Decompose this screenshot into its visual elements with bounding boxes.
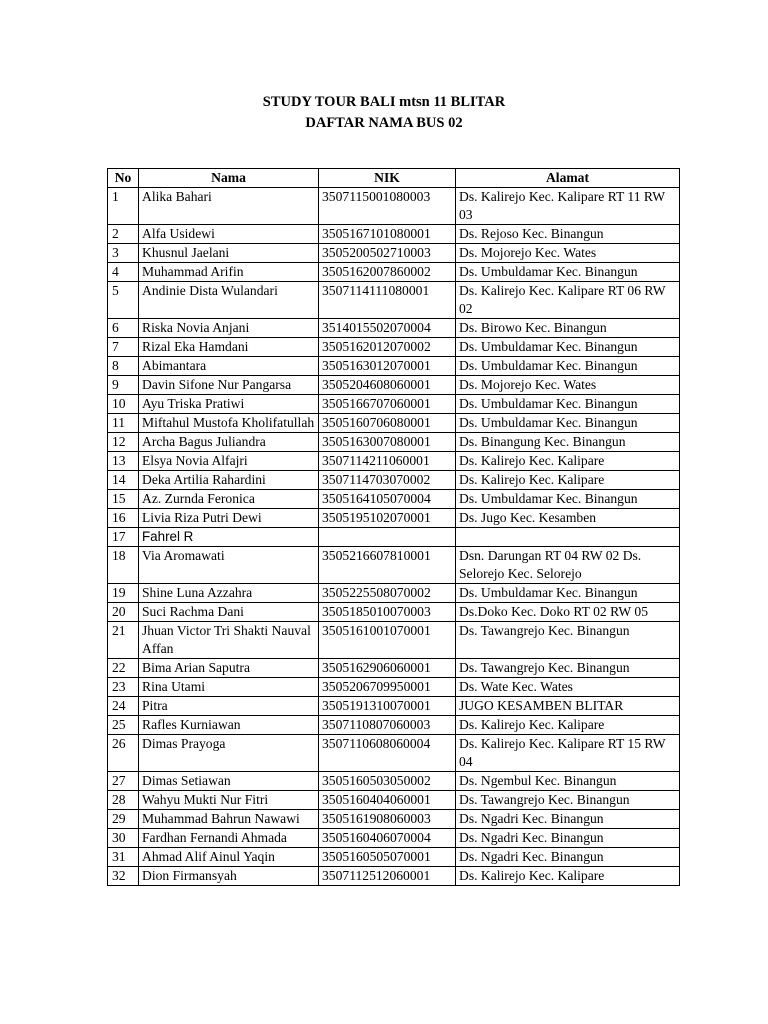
cell-alamat: Ds. Umbuldamar Kec. Binangun xyxy=(456,414,680,433)
cell-no: 7 xyxy=(108,338,139,357)
table-row xyxy=(108,584,680,603)
cell-nama: Ayu Triska Pratiwi xyxy=(139,395,319,414)
cell-no: 3 xyxy=(108,244,139,263)
table-row xyxy=(108,414,680,433)
table-row xyxy=(108,622,680,659)
cell-nik: 3505164105070004 xyxy=(319,490,456,509)
cell-alamat: Ds. Rejoso Kec. Binangun xyxy=(456,225,680,244)
cell-alamat xyxy=(456,528,680,547)
cell-no: 6 xyxy=(108,319,139,338)
cell-alamat: Ds. Wate Kec. Wates xyxy=(456,678,680,697)
cell-nama: Dimas Setiawan xyxy=(139,772,319,791)
table-row xyxy=(108,319,680,338)
cell-no: 30 xyxy=(108,829,139,848)
cell-nama: Bima Arian Saputra xyxy=(139,659,319,678)
cell-nik: 3507114211060001 xyxy=(319,452,456,471)
cell-nik: 3507112512060001 xyxy=(319,867,456,886)
cell-nama: Jhuan Victor Tri Shakti Nauval Affan xyxy=(139,622,319,659)
cell-nama: Miftahul Mustofa Kholifatullah xyxy=(139,414,319,433)
cell-no: 2 xyxy=(108,225,139,244)
cell-nik: 3505161908060003 xyxy=(319,810,456,829)
cell-nama: Wahyu Mukti Nur Fitri xyxy=(139,791,319,810)
cell-no: 20 xyxy=(108,603,139,622)
cell-nama: Riska Novia Anjani xyxy=(139,319,319,338)
cell-nik: 3507110608060004 xyxy=(319,735,456,772)
cell-nama: Livia Riza Putri Dewi xyxy=(139,509,319,528)
cell-nik: 3505163012070001 xyxy=(319,357,456,376)
cell-nama: Via Aromawati xyxy=(139,547,319,584)
cell-alamat: Ds. Umbuldamar Kec. Binangun xyxy=(456,395,680,414)
cell-no: 19 xyxy=(108,584,139,603)
table-row xyxy=(108,528,680,547)
cell-nik: 3505167101080001 xyxy=(319,225,456,244)
cell-nik: 3505166707060001 xyxy=(319,395,456,414)
cell-no: 14 xyxy=(108,471,139,490)
table-row xyxy=(108,678,680,697)
cell-nama: Fardhan Fernandi Ahmada xyxy=(139,829,319,848)
cell-alamat: Ds. Umbuldamar Kec. Binangun xyxy=(456,357,680,376)
cell-nik: 3514015502070004 xyxy=(319,319,456,338)
cell-nama: Pitra xyxy=(139,697,319,716)
cell-no: 11 xyxy=(108,414,139,433)
table-row xyxy=(108,697,680,716)
cell-alamat: Ds. Umbuldamar Kec. Binangun xyxy=(456,490,680,509)
cell-nama: Dion Firmansyah xyxy=(139,867,319,886)
cell-no: 22 xyxy=(108,659,139,678)
cell-no: 21 xyxy=(108,622,139,659)
cell-alamat: Ds. Umbuldamar Kec. Binangun xyxy=(456,584,680,603)
cell-nik: 3505162007860002 xyxy=(319,263,456,282)
cell-alamat: Ds. Ngadri Kec. Binangun xyxy=(456,848,680,867)
table-row xyxy=(108,867,680,886)
cell-nama: Alika Bahari xyxy=(139,188,319,225)
cell-no: 16 xyxy=(108,509,139,528)
table-row xyxy=(108,810,680,829)
cell-nama: Rizal Eka Hamdani xyxy=(139,338,319,357)
cell-alamat: Ds. Kalirejo Kec. Kalipare RT 11 RW 03 xyxy=(456,188,680,225)
cell-alamat: Dsn. Darungan RT 04 RW 02 Ds. Selorejo Kec. Selorejo xyxy=(456,547,680,584)
table-row xyxy=(108,263,680,282)
table-row xyxy=(108,829,680,848)
cell-no: 28 xyxy=(108,791,139,810)
cell-nik: 3505225508070002 xyxy=(319,584,456,603)
cell-nik: 3507114703070002 xyxy=(319,471,456,490)
cell-nik: 3507114111080001 xyxy=(319,282,456,319)
cell-alamat: Ds. Mojorejo Kec. Wates xyxy=(456,244,680,263)
table-row xyxy=(108,395,680,414)
cell-nik: 3505191310070001 xyxy=(319,697,456,716)
cell-no: 12 xyxy=(108,433,139,452)
table-row xyxy=(108,716,680,735)
cell-nama: Davin Sifone Nur Pangarsa xyxy=(139,376,319,395)
cell-nik xyxy=(319,528,456,547)
cell-nik: 3505160404060001 xyxy=(319,791,456,810)
table-row xyxy=(108,376,680,395)
table-row xyxy=(108,735,680,772)
cell-alamat: Ds. Kalirejo Kec. Kalipare xyxy=(456,471,680,490)
cell-nik: 3505161001070001 xyxy=(319,622,456,659)
cell-alamat: Ds. Ngadri Kec. Binangun xyxy=(456,810,680,829)
cell-nama: Dimas Prayoga xyxy=(139,735,319,772)
table-body xyxy=(108,188,680,886)
cell-no: 18 xyxy=(108,547,139,584)
cell-no: 15 xyxy=(108,490,139,509)
cell-nik: 3505204608060001 xyxy=(319,376,456,395)
column-header-alamat: Alamat xyxy=(456,169,680,188)
document-title: STUDY TOUR BALI mtsn 11 BLITAR xyxy=(262,94,506,110)
cell-nama: Archa Bagus Juliandra xyxy=(139,433,319,452)
cell-alamat: JUGO KESAMBEN BLITAR xyxy=(456,697,680,716)
table-row xyxy=(108,188,680,225)
cell-alamat: Ds. Mojorejo Kec. Wates xyxy=(456,376,680,395)
cell-nik: 3505200502710003 xyxy=(319,244,456,263)
cell-alamat: Ds. Ngadri Kec. Binangun xyxy=(456,829,680,848)
cell-nama: Fahrel R xyxy=(139,528,319,547)
cell-nama: Andinie Dista Wulandari xyxy=(139,282,319,319)
cell-nama: Muhammad Arifin xyxy=(139,263,319,282)
cell-nama: Ahmad Alif Ainul Yaqin xyxy=(139,848,319,867)
table-row xyxy=(108,772,680,791)
table-row xyxy=(108,433,680,452)
cell-nik: 3505195102070001 xyxy=(319,509,456,528)
cell-nama: Khusnul Jaelani xyxy=(139,244,319,263)
cell-alamat: Ds. Kalirejo Kec. Kalipare xyxy=(456,867,680,886)
table-row xyxy=(108,244,680,263)
cell-no: 1 xyxy=(108,188,139,225)
cell-nik: 3507110807060003 xyxy=(319,716,456,735)
table-row xyxy=(108,547,680,584)
cell-no: 5 xyxy=(108,282,139,319)
cell-alamat: Ds.Doko Kec. Doko RT 02 RW 05 xyxy=(456,603,680,622)
cell-no: 13 xyxy=(108,452,139,471)
cell-no: 8 xyxy=(108,357,139,376)
cell-alamat: Ds. Kalirejo Kec. Kalipare RT 15 RW 04 xyxy=(456,735,680,772)
cell-alamat: Ds. Kalirejo Kec. Kalipare RT 06 RW 02 xyxy=(456,282,680,319)
cell-nama: Muhammad Bahrun Nawawi xyxy=(139,810,319,829)
table-row xyxy=(108,603,680,622)
cell-no: 24 xyxy=(108,697,139,716)
table-row xyxy=(108,659,680,678)
cell-no: 17 xyxy=(108,528,139,547)
cell-no: 25 xyxy=(108,716,139,735)
document-subtitle: DAFTAR NAMA BUS 02 xyxy=(305,115,463,131)
table-row xyxy=(108,338,680,357)
cell-alamat: Ds. Umbuldamar Kec. Binangun xyxy=(456,263,680,282)
cell-nik: 3505160406070004 xyxy=(319,829,456,848)
table-row xyxy=(108,490,680,509)
cell-nik: 3505162012070002 xyxy=(319,338,456,357)
cell-nik: 3505216607810001 xyxy=(319,547,456,584)
cell-no: 10 xyxy=(108,395,139,414)
cell-nik: 3505160503050002 xyxy=(319,772,456,791)
cell-alamat: Ds. Ngembul Kec. Binangun xyxy=(456,772,680,791)
column-header-nama: Nama xyxy=(139,169,319,188)
cell-no: 29 xyxy=(108,810,139,829)
cell-nik: 3505163007080001 xyxy=(319,433,456,452)
passenger-table xyxy=(107,168,680,886)
table-row xyxy=(108,791,680,810)
table-row xyxy=(108,282,680,319)
cell-no: 27 xyxy=(108,772,139,791)
cell-alamat: Ds. Kalirejo Kec. Kalipare xyxy=(456,716,680,735)
cell-nik: 3507115001080003 xyxy=(319,188,456,225)
cell-alamat: Ds. Tawangrejo Kec. Binangun xyxy=(456,659,680,678)
table-row xyxy=(108,509,680,528)
cell-nama: Alfa Usidewi xyxy=(139,225,319,244)
cell-no: 26 xyxy=(108,735,139,772)
table-row xyxy=(108,848,680,867)
cell-alamat: Ds. Binangung Kec. Binangun xyxy=(456,433,680,452)
table-row xyxy=(108,357,680,376)
cell-nik: 3505160505070001 xyxy=(319,848,456,867)
cell-nik: 3505185010070003 xyxy=(319,603,456,622)
cell-nama: Abimantara xyxy=(139,357,319,376)
table-row xyxy=(108,471,680,490)
cell-nama: Rina Utami xyxy=(139,678,319,697)
cell-alamat: Ds. Tawangrejo Kec. Binangun xyxy=(456,622,680,659)
cell-no: 32 xyxy=(108,867,139,886)
cell-nik: 3505206709950001 xyxy=(319,678,456,697)
column-header-no: No xyxy=(108,169,139,188)
cell-alamat: Ds. Jugo Kec. Kesamben xyxy=(456,509,680,528)
table-header-row xyxy=(108,169,680,188)
table-row xyxy=(108,452,680,471)
cell-nama: Suci Rachma Dani xyxy=(139,603,319,622)
cell-no: 31 xyxy=(108,848,139,867)
cell-nama: Az. Zurnda Feronica xyxy=(139,490,319,509)
cell-no: 4 xyxy=(108,263,139,282)
column-header-nik: NIK xyxy=(319,169,456,188)
cell-nama: Deka Artilia Rahardini xyxy=(139,471,319,490)
cell-alamat: Ds. Kalirejo Kec. Kalipare xyxy=(456,452,680,471)
table-row xyxy=(108,225,680,244)
cell-nama: Shine Luna Azzahra xyxy=(139,584,319,603)
cell-no: 23 xyxy=(108,678,139,697)
cell-nama: Elsya Novia Alfajri xyxy=(139,452,319,471)
cell-nik: 3505160706080001 xyxy=(319,414,456,433)
cell-alamat: Ds. Umbuldamar Kec. Binangun xyxy=(456,338,680,357)
cell-nama: Rafles Kurniawan xyxy=(139,716,319,735)
cell-alamat: Ds. Tawangrejo Kec. Binangun xyxy=(456,791,680,810)
cell-alamat: Ds. Birowo Kec. Binangun xyxy=(456,319,680,338)
cell-nik: 3505162906060001 xyxy=(319,659,456,678)
cell-no: 9 xyxy=(108,376,139,395)
